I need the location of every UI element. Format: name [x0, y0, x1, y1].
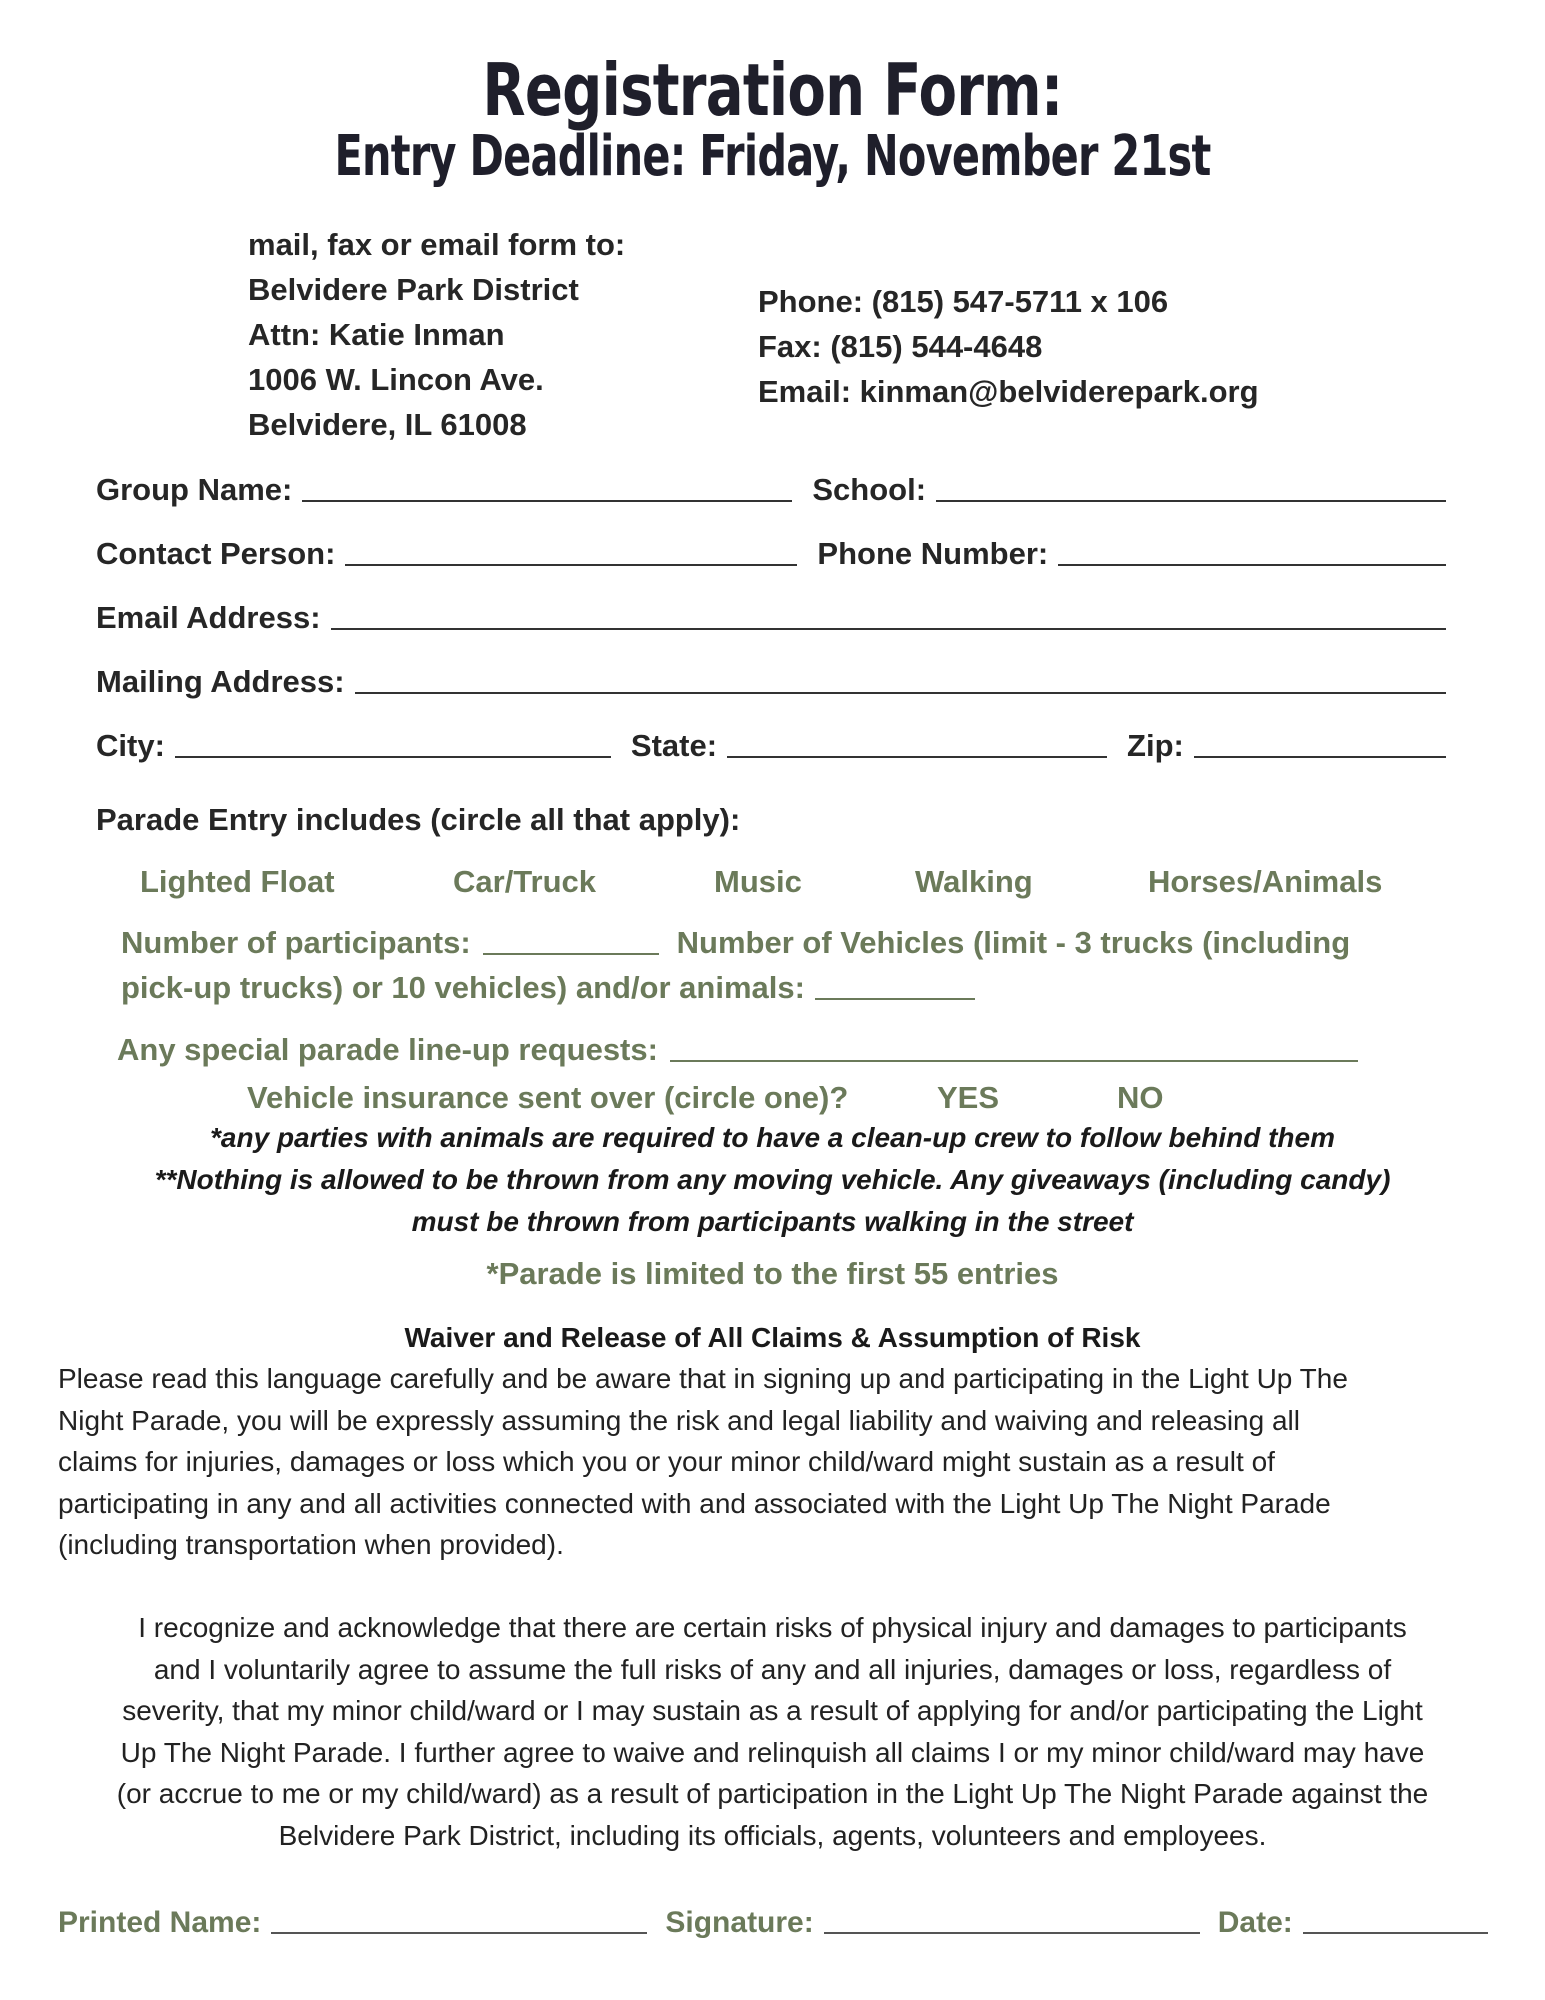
option-horses-animals[interactable]: Horses/Animals [1148, 864, 1383, 899]
waiver-p2-line: I recognize and acknowledge that there are certain risks of physical injury and damages to participants [138, 1612, 1407, 1643]
signature-field[interactable] [824, 1932, 1200, 1934]
insurance-no[interactable]: NO [1117, 1080, 1164, 1115]
group-name-field[interactable] [302, 500, 792, 502]
mailing-address-row [96, 664, 1446, 700]
contact-person-field[interactable] [345, 564, 797, 566]
throw-note-2: must be thrown from participants walking in the street [411, 1206, 1134, 1237]
signature-label: Signature: [665, 1906, 814, 1939]
insurance-yes[interactable]: YES [937, 1080, 1000, 1115]
contact-block [758, 279, 1259, 414]
animals-note: *any parties with animals are required to have a clean-up crew to follow behind them [210, 1122, 1335, 1153]
waiver-p2-line: and I voluntarily agree to assume the full risks of any and all injuries, damages or loss, regardless of [153, 1653, 1392, 1685]
waiver-p1-line: (including transportation when provided). [58, 1529, 564, 1560]
waiver-p1-line: Night Parade, you will be expressly assuming the risk and legal liability and waiving and releasing all [58, 1404, 1300, 1436]
phone-number-label: Phone Number: [817, 536, 1049, 571]
school-label: School: [812, 472, 927, 507]
mailing-org: Belvidere Park District [248, 272, 579, 307]
waiver-paragraph-2 [0, 1607, 1545, 1856]
waiver-p2-line: Up The Night Parade. I further agree to waive and relinquish all claims I or my minor child/ward may have [120, 1736, 1425, 1768]
printed-name-field[interactable] [271, 1932, 647, 1934]
mailing-city: Belvidere, IL 61008 [248, 407, 527, 442]
signature-row [58, 1906, 1488, 1940]
email-address-field[interactable] [331, 628, 1446, 630]
participants-vehicles-row [121, 925, 1350, 961]
entries-limit-note: *Parade is limited to the first 55 entries [486, 1256, 1059, 1291]
mailing-intro: mail, fax or email form to: [248, 227, 626, 262]
zip-label: Zip: [1127, 728, 1184, 763]
waiver-paragraph-1 [58, 1358, 1498, 1566]
date-field[interactable] [1303, 1932, 1488, 1934]
waiver-p1-line: participating in any and all activities connected with and associated with the Light Up The Night Parade [58, 1487, 1331, 1519]
state-field[interactable] [727, 756, 1107, 758]
entry-deadline: Entry Deadline: Friday, November 21st [334, 124, 1211, 189]
waiver-p1-line: Please read this language carefully and be aware that in signing up and participating in the Light Up The [58, 1363, 1348, 1394]
vehicles-label-1: Number of Vehicles (limit - 3 trucks (including [676, 925, 1351, 960]
school-field[interactable] [936, 500, 1446, 502]
printed-name-label: Printed Name: [58, 1906, 262, 1939]
contact-fax: Fax: (815) 544-4648 [758, 329, 1043, 364]
group-school-row [96, 472, 1446, 508]
throw-note-1: **Nothing is allowed to be thrown from any moving vehicle. Any giveaways (including candy) [154, 1164, 1391, 1195]
option-music[interactable]: Music [714, 864, 802, 899]
email-address-label: Email Address: [96, 600, 321, 635]
waiver-p1-line: claims for injuries, damages or loss which you or your minor child/ward might sustain as a result of [58, 1446, 1275, 1477]
waiver-p2-line: severity, that my minor child/ward or I may sustain as a result of applying for and/or participating the Light [122, 1695, 1423, 1726]
insurance-question: Vehicle insurance sent over (circle one)? [247, 1080, 849, 1115]
lineup-field[interactable] [670, 1060, 1358, 1062]
contact-phone-row [96, 536, 1446, 572]
email-row [96, 600, 1446, 636]
option-lighted-float[interactable]: Lighted Float [140, 864, 335, 899]
lineup-row [117, 1032, 1358, 1068]
vehicles-field[interactable] [815, 998, 975, 1000]
waiver-heading: Waiver and Release of All Claims & Assumption of Risk [404, 1322, 1141, 1353]
group-name-label: Group Name: [96, 472, 293, 507]
waiver-p2-line: (or accrue to me or my child/ward) as a result of participation in the Light Up The Night Parade against the [116, 1778, 1429, 1809]
vehicles-label-2: pick-up trucks) or 10 vehicles) and/or animals: [121, 970, 805, 1005]
entry-heading: Parade Entry includes (circle all that apply): [96, 802, 741, 837]
vehicles-row-2 [121, 970, 975, 1006]
waiver-p2-line: Belvidere Park District, including its officials, agents, volunteers and employees. [278, 1819, 1267, 1851]
lineup-label: Any special parade line-up requests: [117, 1032, 658, 1067]
option-walking[interactable]: Walking [915, 864, 1033, 899]
mailing-attn: Attn: Katie Inman [248, 317, 505, 352]
participants-field[interactable] [483, 953, 659, 955]
contact-email: Email: kinman@belviderepark.org [758, 374, 1259, 409]
phone-number-field[interactable] [1058, 564, 1446, 566]
mailing-address-field[interactable] [355, 692, 1446, 694]
contact-phone: Phone: (815) 547-5711 x 106 [758, 284, 1169, 319]
zip-field[interactable] [1194, 756, 1446, 758]
mailing-street: 1006 W. Lincon Ave. [248, 362, 544, 397]
mailing-address-label: Mailing Address: [96, 664, 345, 699]
city-state-zip-row [96, 728, 1446, 764]
participants-label: Number of participants: [121, 925, 471, 960]
option-car-truck[interactable]: Car/Truck [453, 864, 597, 899]
date-label: Date: [1217, 1906, 1293, 1939]
mailing-block [248, 222, 625, 447]
city-field[interactable] [175, 756, 611, 758]
state-label: State: [630, 728, 718, 763]
form-title: Registration Form: [482, 48, 1063, 132]
city-label: City: [96, 728, 165, 763]
contact-person-label: Contact Person: [96, 536, 336, 571]
